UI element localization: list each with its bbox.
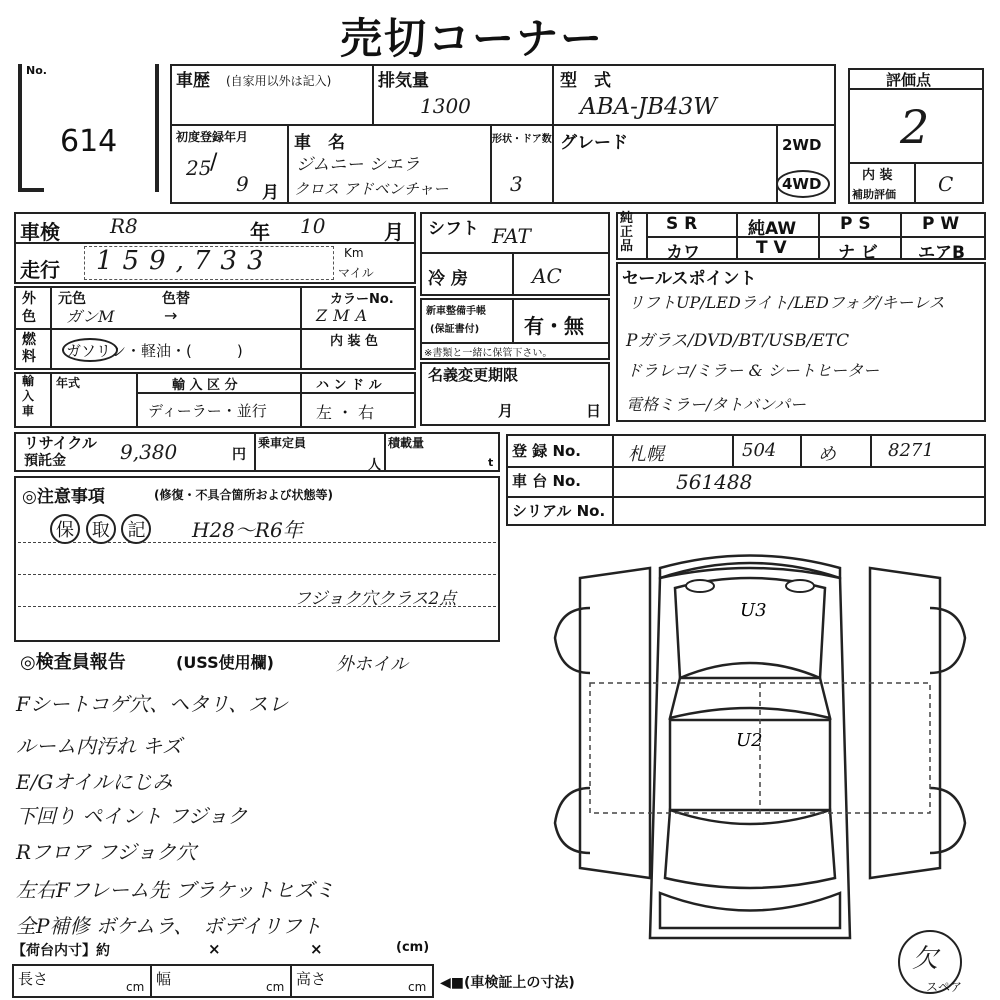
interior-value: C [938, 172, 954, 196]
dims-width: 幅 [156, 970, 172, 988]
windshield [670, 663, 830, 718]
manual-value: 有・無 [524, 314, 584, 338]
inspector-sub: (USS使用欄) [176, 653, 274, 672]
displacement-label: 排気量 [378, 71, 429, 91]
inspection-month-label: 月 [384, 220, 404, 244]
manual-note: ※書類と一緒に保管下さい。 [424, 348, 553, 359]
fuel-label: 燃料 [22, 332, 36, 365]
doors-value: 3 [510, 172, 523, 196]
interior-color-label: 内 装 色 [330, 334, 379, 349]
inspection-month: 10 [300, 214, 326, 238]
first-reg-label: 初度登録年月 [176, 130, 249, 144]
grade-label: グレード [560, 133, 628, 153]
color-code-value: ZMA [316, 306, 374, 325]
serial-label: シリアル No. [512, 502, 606, 520]
sales-points-label: セールスポイント [622, 269, 757, 289]
genuine-label: 純正品 [620, 211, 634, 254]
wheel-rear-left [555, 788, 590, 853]
dims-length-cm: cm [126, 980, 145, 994]
inspector-line-4: 下回り ペイント フジョク [16, 804, 248, 828]
mileage-label: 走行 [20, 258, 60, 282]
sales-point-line-3: ドラレコ/ミラー & シートヒーター [626, 361, 880, 380]
manual-label-2: (保証書付) [430, 324, 480, 335]
recycle-label-2: 預託金 [24, 453, 66, 469]
shift-value: FAT [492, 224, 531, 248]
cargo-label: 【荷台内寸】約 [12, 943, 110, 959]
name-change-month: 月 [498, 402, 514, 420]
lot-bracket-left [18, 64, 22, 192]
ac-label: 冷 房 [428, 269, 468, 289]
history-note: (自家用以外は記入) [226, 74, 332, 88]
lot-bracket-right [155, 64, 159, 192]
lot-number: 614 [60, 124, 118, 159]
registration-class: 504 [742, 440, 777, 461]
inspector-line-1: Fシートコゲ穴、ヘタリ、スレ [16, 692, 289, 716]
spare-mark: 欠 [912, 944, 939, 974]
caution-label: ◎注意事項 [22, 487, 105, 507]
load-unit: t [488, 456, 494, 469]
dims-height-cm: cm [408, 980, 427, 994]
caution-mark-1: 保 [50, 514, 80, 544]
import-class-label: 輸 入 区 分 [172, 378, 238, 393]
interior-label: 内 装 [862, 168, 893, 183]
car-name-line1: ジムニー シエラ [296, 155, 420, 175]
import-class-value: ディーラー・並行 [148, 402, 267, 420]
import-label: 輸入車 [22, 374, 35, 418]
first-reg-month-unit: 月 [262, 183, 279, 203]
cargo-unit: (cm) [396, 940, 430, 955]
caution-range: H28〜R6年 [192, 518, 303, 542]
inspector-line-2: ルーム内汚れ キズ [16, 734, 182, 758]
inspector-line-5: Rフロア フジョク穴 [16, 840, 197, 864]
inspector-label: ◎検査員報告 [20, 652, 126, 673]
color-code-label: カラーNo. [330, 292, 394, 307]
dims-box [12, 964, 434, 998]
ac-value: AC [532, 264, 562, 288]
sales-point-line-2: Pガラス/DVD/BT/USB/ETC [626, 331, 850, 351]
registration-area: 札幌 [628, 444, 664, 465]
dims-length: 長さ [18, 970, 49, 988]
import-year-label: 年式 [56, 376, 81, 390]
name-change-label: 名義変更期限 [428, 366, 519, 384]
diagram-u3: U3 [740, 600, 767, 621]
model-label: 型 式 [560, 71, 611, 91]
sales-point-line-1: リフトUP/LEDライト/LEDフォグ/キーレス [628, 293, 945, 312]
caution-mark-2: 取 [86, 514, 116, 544]
model-value: ABA-JB43W [580, 94, 717, 120]
option-pw: P W [922, 214, 960, 234]
dims-height: 高さ [296, 970, 327, 988]
cargo-x2: × [310, 940, 323, 958]
mileage-unit-mile: マイル [338, 266, 374, 280]
option-airbag: エアB [918, 243, 965, 263]
manual-label-1: 新車整備手帳 [426, 306, 486, 317]
spare-label: スペア [926, 980, 963, 994]
wheel-front-left [555, 608, 590, 673]
doors-label: 形状・ドア数 [492, 134, 552, 145]
fuel-options: ガソリン・軽油・( ) [66, 342, 243, 360]
rear-window [665, 810, 835, 888]
registration-kana: め [818, 444, 836, 465]
front-bumper [660, 556, 840, 579]
option-leather: カワ [666, 243, 700, 263]
drive-4wd: 4WD [782, 175, 822, 193]
rear-panel [660, 893, 840, 928]
page-title: 売切コーナー [340, 14, 605, 63]
option-aw: 純AW [748, 219, 797, 239]
caution-mark-3: 記 [121, 514, 151, 544]
first-reg-year: 25 [186, 156, 212, 180]
outer-color-label: 外色 [22, 291, 36, 325]
inspector-line-7: 全P補修 ボケムラ、 ボデイリフト [16, 914, 322, 938]
car-name-line2: クロス アドベンチャー [294, 180, 449, 198]
first-reg-month: 9 [236, 172, 249, 196]
drive-2wd: 2WD [782, 136, 822, 154]
load-label: 積載量 [388, 436, 425, 450]
name-change-day: 日 [586, 402, 602, 420]
history-label: 車歴 [176, 71, 210, 91]
change-color-value: → [164, 306, 178, 325]
inspector-line-6: 左右Fフレーム先 ブラケットヒズミ [16, 878, 335, 902]
option-ps: P S [840, 214, 871, 234]
displacement-value: 1300 [420, 94, 471, 118]
caution-note: フジョク穴クラス2点 [294, 589, 457, 609]
wheel-rear-right [930, 788, 965, 853]
score-value: 2 [900, 100, 930, 154]
car-damage-diagram [540, 548, 990, 948]
lot-bracket-bottom [18, 188, 44, 192]
diagram-u2: U2 [736, 730, 763, 751]
cargo-x1: × [208, 940, 221, 958]
shift-label: シフト [428, 219, 479, 239]
change-color-label: 色替 [162, 291, 190, 307]
interior-sublabel: 補助評価 [852, 188, 896, 201]
car-name-label: 車 名 [294, 133, 345, 153]
dims-width-cm: cm [266, 980, 285, 994]
mileage-value: 159,733 [96, 246, 274, 276]
recycle-unit: 円 [232, 447, 246, 463]
caution-sub: (修復・不具合箇所および状態等) [154, 488, 333, 502]
handle-label: ハ ン ド ル [316, 378, 382, 393]
wheel-front-right [930, 608, 965, 673]
handle-value: 左 ・ 右 [316, 403, 375, 422]
recycle-label-1: リサイクル [24, 434, 97, 452]
lot-no-label: No. [26, 64, 47, 77]
inspector-line-3: E/Gオイルにじみ [16, 770, 173, 794]
orig-color-value: ガンM [66, 307, 115, 326]
registration-number: 8271 [888, 440, 934, 461]
chassis-value: 561488 [676, 470, 753, 494]
registration-label: 登 録 No. [512, 442, 582, 460]
sales-point-line-4: 電格ミラー/タトバンパー [626, 395, 806, 414]
mileage-unit-km: Km [344, 246, 364, 260]
inspection-label: 車検 [20, 220, 60, 244]
inspector-extra: 外ホイル [336, 654, 408, 675]
orig-color-label: 元色 [58, 291, 86, 307]
capacity-unit: 人 [368, 458, 382, 473]
score-label: 評価点 [886, 71, 932, 89]
option-sr: S R [666, 214, 698, 234]
capacity-label: 乗車定員 [258, 436, 307, 450]
recycle-value: 9,380 [120, 440, 178, 464]
inspection-year-label: 年 [250, 220, 270, 244]
chassis-label: 車 台 No. [512, 472, 582, 490]
option-tv: T V [756, 238, 787, 258]
dims-note: ◀■(車検証上の寸法) [440, 975, 575, 991]
option-navi: ナ ビ [838, 243, 878, 263]
inspection-era: R8 [110, 214, 138, 238]
